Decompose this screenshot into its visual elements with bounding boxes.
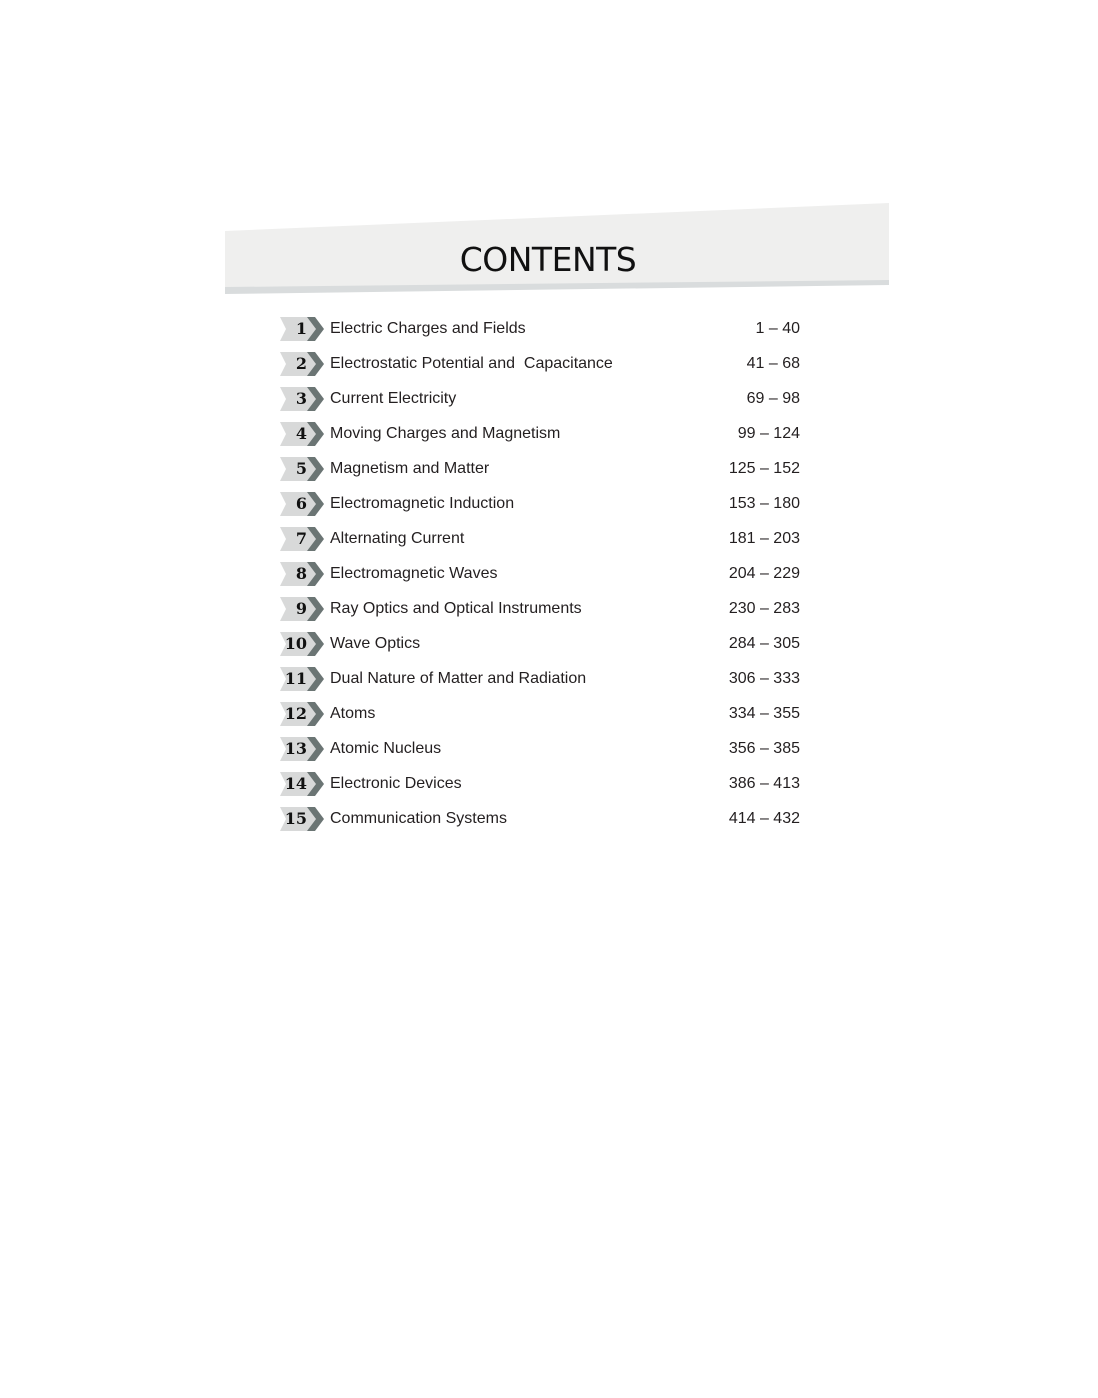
chapter-title[interactable]: Magnetism and Matter xyxy=(330,460,490,477)
chapter-title[interactable]: Dual Nature of Matter and Radiation xyxy=(330,670,587,687)
chapter-number: 12 xyxy=(284,704,307,723)
toc-row[interactable] xyxy=(280,381,800,416)
chapter-title[interactable]: Atomic Nucleus xyxy=(330,740,442,757)
chapter-page-range: 99 – 124 xyxy=(737,425,800,442)
chapter-title[interactable]: Electromagnetic Waves xyxy=(330,565,498,582)
toc-row[interactable] xyxy=(280,766,800,801)
toc-row[interactable] xyxy=(280,696,800,731)
chapter-number: 6 xyxy=(295,494,307,513)
chapter-number-badge xyxy=(280,317,324,341)
chapter-title[interactable]: Electronic Devices xyxy=(330,775,462,792)
chapter-page-range: 306 – 333 xyxy=(728,670,800,687)
chapter-title[interactable]: Alternating Current xyxy=(330,530,465,547)
page-title: CONTENTS xyxy=(459,240,637,279)
chapter-page-range: 284 – 305 xyxy=(728,635,800,652)
chapter-number: 3 xyxy=(295,389,307,408)
toc-row[interactable] xyxy=(280,311,800,346)
chapter-number: 15 xyxy=(284,809,307,828)
chapter-page-range: 69 – 98 xyxy=(746,390,800,407)
chapter-page-range: 386 – 413 xyxy=(728,775,800,792)
chapter-number: 14 xyxy=(284,774,307,793)
chapter-title[interactable]: Wave Optics xyxy=(330,635,421,652)
chapter-number-badge xyxy=(280,667,324,691)
chapter-page-range: 204 – 229 xyxy=(728,565,800,582)
toc-row[interactable] xyxy=(280,801,800,836)
chapter-number-badge xyxy=(280,737,324,761)
chapter-number: 7 xyxy=(295,529,307,548)
chapter-number: 8 xyxy=(295,564,307,583)
chapter-number: 11 xyxy=(284,669,307,688)
chapter-title[interactable]: Electric Charges and Fields xyxy=(330,320,526,337)
chapter-title[interactable]: Communication Systems xyxy=(330,810,507,827)
chapter-number-badge xyxy=(280,492,324,516)
chapter-number-badge xyxy=(280,772,324,796)
chapter-number: 4 xyxy=(295,424,307,443)
chapter-number: 10 xyxy=(284,634,307,653)
chapter-number: 2 xyxy=(295,354,307,373)
chapter-number: 1 xyxy=(295,319,307,338)
toc-row[interactable] xyxy=(280,661,800,696)
table-of-contents xyxy=(280,311,800,836)
chapter-page-range: 153 – 180 xyxy=(728,495,800,512)
chapter-number-badge xyxy=(280,457,324,481)
toc-row[interactable] xyxy=(280,731,800,766)
toc-row[interactable] xyxy=(280,346,800,381)
chapter-page-range: 356 – 385 xyxy=(728,740,800,757)
chapter-title[interactable]: Electromagnetic Induction xyxy=(330,495,515,512)
toc-row[interactable] xyxy=(280,521,800,556)
toc-row[interactable] xyxy=(280,451,800,486)
chapter-page-range: 1 – 40 xyxy=(755,320,800,337)
chapter-number-badge xyxy=(280,807,324,831)
chapter-number-badge xyxy=(280,527,324,551)
chapter-title[interactable]: Moving Charges and Magnetism xyxy=(330,425,561,442)
chapter-page-range: 181 – 203 xyxy=(728,530,800,547)
chapter-number: 13 xyxy=(284,739,307,758)
toc-row[interactable] xyxy=(280,556,800,591)
chapter-number-badge xyxy=(280,702,324,726)
toc-row[interactable] xyxy=(280,416,800,451)
chapter-number-badge xyxy=(280,562,324,586)
chapter-title[interactable]: Current Electricity xyxy=(330,390,457,407)
chapter-page-range: 125 – 152 xyxy=(728,460,800,477)
chapter-title[interactable]: Electrostatic Potential and Capacitance xyxy=(330,355,613,372)
chapter-page-range: 334 – 355 xyxy=(728,705,800,722)
chapter-number: 9 xyxy=(295,599,307,618)
chapter-page-range: 230 – 283 xyxy=(728,600,800,617)
chapter-title[interactable]: Atoms xyxy=(330,705,376,722)
chapter-number-badge xyxy=(280,387,324,411)
chapter-number-badge xyxy=(280,352,324,376)
chapter-page-range: 41 – 68 xyxy=(746,355,800,372)
toc-row[interactable] xyxy=(280,626,800,661)
chapter-number-badge xyxy=(280,422,324,446)
chapter-number-badge xyxy=(280,632,324,656)
chapter-number: 5 xyxy=(295,459,307,478)
chapter-number-badge xyxy=(280,597,324,621)
toc-row[interactable] xyxy=(280,591,800,626)
chapter-title[interactable]: Ray Optics and Optical Instruments xyxy=(330,600,582,617)
toc-row[interactable] xyxy=(280,486,800,521)
chapter-page-range: 414 – 432 xyxy=(728,810,800,827)
